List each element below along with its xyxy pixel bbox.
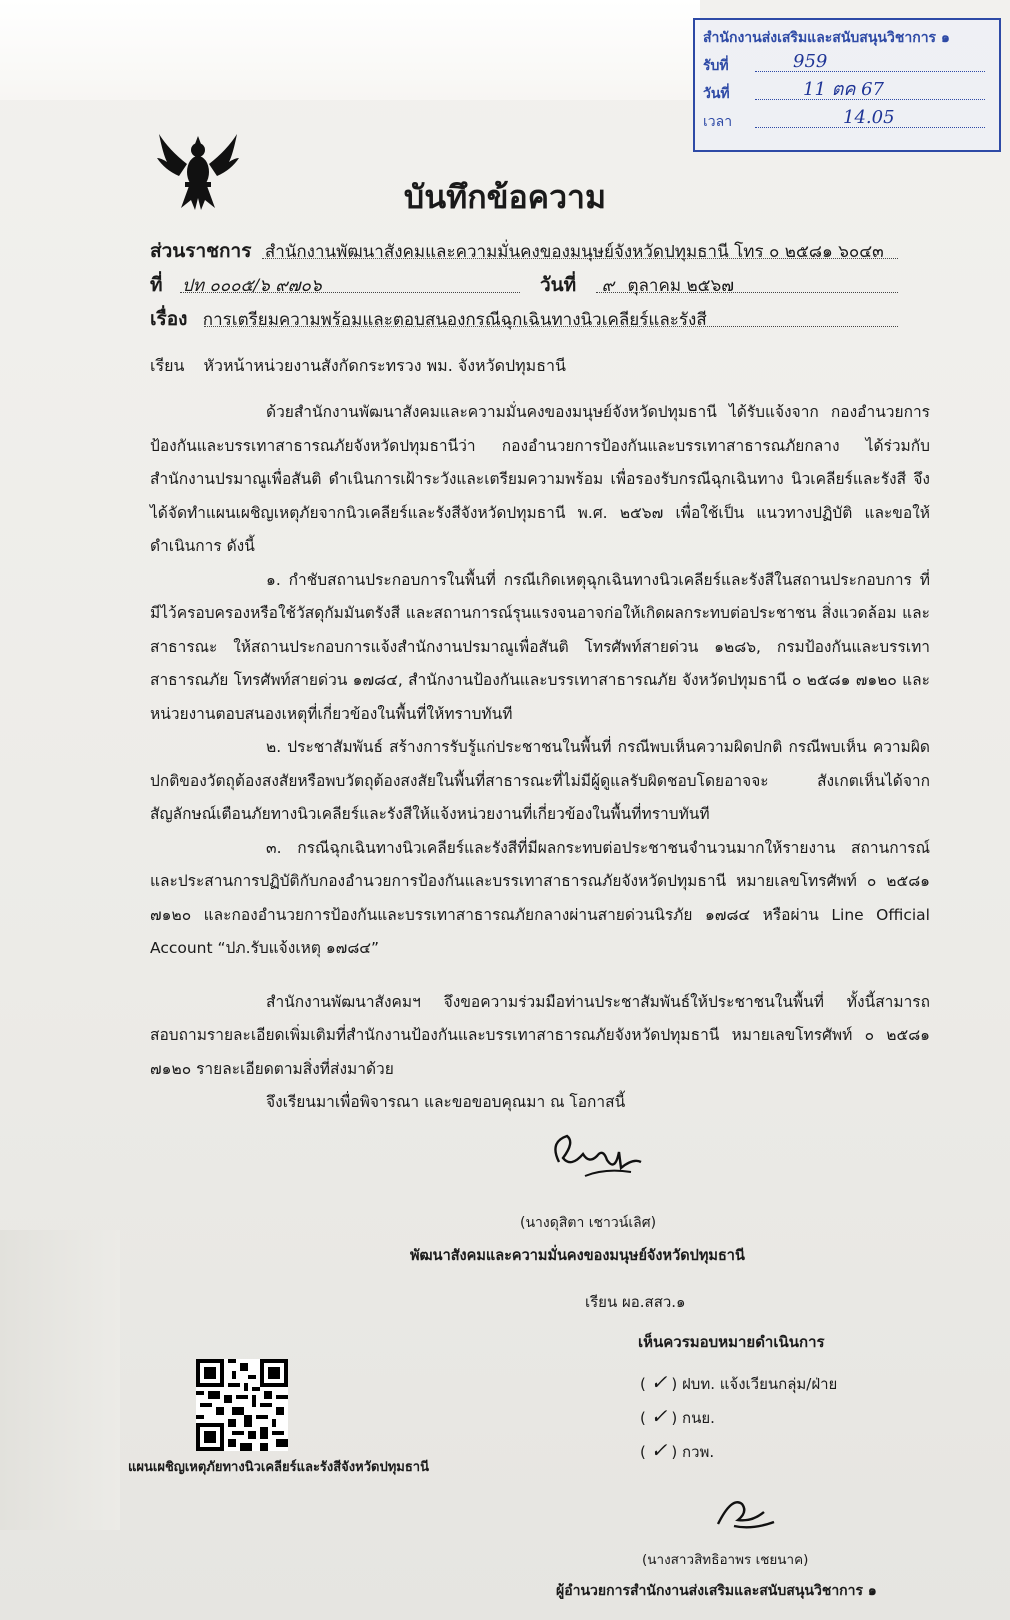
endorsement-to: เรียน ผอ.สสว.๑ bbox=[585, 1293, 686, 1311]
date-day: ๙ bbox=[601, 276, 615, 296]
endorsement-item-1: ( ✓ ) ฝบท. แจ้งเวียนกลุ่ม/ฝ่าย bbox=[640, 1370, 838, 1394]
reference-number: ปท ๐๐๐๕/๖ ๙๗๐๖ bbox=[181, 276, 322, 296]
addressee-line bbox=[150, 354, 566, 379]
agency-label: ส่วนราชการ bbox=[150, 240, 252, 262]
stamp-time-label: เวลา bbox=[703, 114, 733, 130]
stamp-received-label: รับที่ bbox=[703, 58, 729, 74]
memo-body bbox=[150, 396, 930, 1120]
paper-fold-top bbox=[0, 0, 700, 100]
date-line bbox=[540, 270, 734, 300]
check-mark-icon: ✓ bbox=[650, 1370, 668, 1394]
agency-line bbox=[150, 236, 884, 266]
memo-title: บันทึกข้อความ bbox=[403, 178, 607, 216]
endorsement-opinion: เห็นควรมอบหมายดำเนินการ bbox=[638, 1333, 825, 1351]
endorsement-item-label: ) ฝบท. แจ้งเวียนกลุ่ม/ฝ่าย bbox=[671, 1375, 838, 1393]
stamp-time-row bbox=[703, 108, 991, 136]
check-mark-icon: ✓ bbox=[650, 1438, 668, 1462]
receipt-stamp bbox=[693, 18, 1001, 152]
agency-value: สำนักงานพัฒนาสังคมและความมั่นคงของมนุษย์จังหวัดปทุมธานี โทร ๐ ๒๕๘๑ ๖๐๔๓ bbox=[264, 242, 884, 262]
subject-label: เรื่อง bbox=[150, 308, 188, 330]
date-month-year: ตุลาคม ๒๕๖๗ bbox=[627, 276, 735, 296]
signature-scribble-icon bbox=[545, 1128, 655, 1198]
stamp-date: 11 ตค 67 bbox=[803, 79, 884, 100]
signer-position: พัฒนาสังคมและความมั่นคงของมนุษย์จังหวัดปทุมธานี bbox=[410, 1248, 745, 1264]
paragraph-item-2: ๒. ประชาสัมพันธ์ สร้างการรับรู้แก่ประชาชนในพื้นที่ กรณีพบเห็นความผิดปกติ กรณีพบเห็น ความผิดปกติของวัตถุต้องสงสัยหรือพบวัตถุต้องสงสัยในพื้นที่สาธารณะที่ไม่มีผู้ดูแลรับผิดชอบโดยอาจจะ สังเกตเห็นได้จากสัญลักษณ์เตือนภัยทางนิวเคลียร์และรังสีให้แจ้งหน่วยงานที่เกี่ยวข้องในพื้นที่ทราบทันที bbox=[150, 738, 930, 823]
paper-fold-left bbox=[0, 1230, 120, 1530]
endorser-name: (นางสาวสิทธิอาพร เชยนาค) bbox=[642, 1552, 809, 1568]
reference-label: ที่ bbox=[150, 274, 163, 296]
addressee-value: หัวหน้าหน่วยงานสังกัดกระทรวง พม. จังหวัดปทุมธานี bbox=[203, 356, 566, 375]
stamp-received-number: 959 bbox=[793, 51, 828, 72]
endorsement-item-2: ( ✓ ) กนย. bbox=[640, 1404, 715, 1428]
paragraph-intro: ด้วยสำนักงานพัฒนาสังคมและความมั่นคงของมนุษย์จังหวัดปทุมธานี ได้รับแจ้งจาก กองอำนวยการป้องกันและบรรเทาสาธารณภัยจังหวัดปทุมธานีว่า กองอำนวยการป้องกันและบรรเทาสาธารณภัยกลาง ได้ร่วมกับสำนักงานปรมาณูเพื่อสันติ ดำเนินการเฝ้าระวังและเตรียมความพร้อม เพื่อรองรับกรณีฉุกเฉินทาง นิวเคลียร์และรังสี จึงได้จัดทำแผนเผชิญเหตุภัยจากนิวเคลียร์และรังสีจังหวัดปทุมธานี พ.ศ. ๒๕๖๗ เพื่อใช้เป็น แนวทางปฏิบัติ และขอให้ดำเนินการ ดังนี้ bbox=[150, 403, 930, 555]
addressee-label: เรียน bbox=[150, 356, 185, 375]
stamp-office: สำนักงานส่งเสริมและสนับสนุนวิชาการ ๑ bbox=[703, 30, 950, 46]
check-mark-icon: ✓ bbox=[650, 1404, 668, 1428]
paragraph-request: สำนักงานพัฒนาสังคมฯ จึงขอความร่วมมือท่านประชาสัมพันธ์ให้ประชาชนในพื้นที่ ทั้งนี้สามารถ สอบถามรายละเอียดเพิ่มเติมที่สำนักงานป้องกันและบรรเทาสาธารณภัยจังหวัดปทุมธานี หมายเลขโทรศัพท์ ๐ ๒๕๘๑ ๗๑๒๐ รายละเอียดตามสิ่งที่ส่งมาด้วย bbox=[150, 992, 930, 1078]
endorser-position: ผู้อำนวยการสำนักงานส่งเสริมและสนับสนุนวิชาการ ๑ bbox=[556, 1583, 877, 1599]
reference-line bbox=[150, 270, 322, 300]
paragraph-item-3: ๓. กรณีฉุกเฉินทางนิวเคลียร์และรังสีที่มีผลกระทบต่อประชาชนจำนวนมากให้รายงาน สถานการณ์และประสานการปฏิบัติกับกองอำนวยการป้องกันและบรรเทาสาธารณภัยจังหวัดปทุมธานี หมายเลขโทรศัพท์ ๐ ๒๕๘๑ ๗๑๒๐ และกองอำนวยการป้องกันและบรรเทาสาธารณภัยกลางผ่านสายด่วนนิรภัย ๑๗๘๔ หรือผ่าน Line Official Account “ปภ.รับแจ้งเหตุ ๑๗๘๔” bbox=[150, 838, 930, 957]
subject-line bbox=[150, 304, 707, 334]
signer-name: (นางดุสิตา เชาวน์เลิศ) bbox=[520, 1215, 657, 1231]
date-label: วันที่ bbox=[540, 274, 577, 296]
qr-code-icon bbox=[196, 1359, 288, 1451]
subject-value: การเตรียมความพร้อมและตอบสนองกรณีฉุกเฉินทางนิวเคลียร์และรังสี bbox=[202, 310, 707, 330]
qr-caption: แผนเผชิญเหตุภัยทางนิวเคลียร์และรังสีจังหวัดปทุมธานี bbox=[128, 1460, 429, 1475]
stamp-time: 14.05 bbox=[843, 107, 895, 128]
stamp-date-label: วันที่ bbox=[703, 86, 730, 102]
endorsement-item-label: ) กวพ. bbox=[671, 1443, 715, 1461]
paragraph-closing: จึงเรียนมาเพื่อพิจารณา และขอขอบคุณมา ณ โอกาสนี้ bbox=[266, 1093, 626, 1111]
paragraph-item-1: ๑. กำชับสถานประกอบการในพื้นที่ กรณีเกิดเหตุฉุกเฉินทางนิวเคลียร์และรังสีในสถานประกอบการ ที่มีไว้ครอบครองหรือใช้วัสดุกัมมันตรังสี และสถานการณ์รุนแรงจนอาจก่อให้เกิดผลกระทบต่อประชาชน สิ่งแวดล้อม และสาธารณะ ให้สถานประกอบการแจ้งสำนักงานปรมาณูเพื่อสันติ โทรศัพท์สายด่วน ๑๒๘๖, กรมป้องกันและบรรเทาสาธารณภัย โทรศัพท์สายด่วน ๑๗๘๔, สำนักงานป้องกันและบรรเทาสาธารณภัย จังหวัดปทุมธานี ๐ ๒๕๘๑ ๗๑๒๐ และหน่วยงานตอบสนองเหตุที่เกี่ยวข้องในพื้นที่ให้ทราบทันที bbox=[150, 570, 930, 723]
endorsement-item-label: ) กนย. bbox=[671, 1409, 715, 1427]
endorser-signature-icon bbox=[712, 1492, 782, 1536]
endorsement-item-3: ( ✓ ) กวพ. bbox=[640, 1438, 715, 1462]
